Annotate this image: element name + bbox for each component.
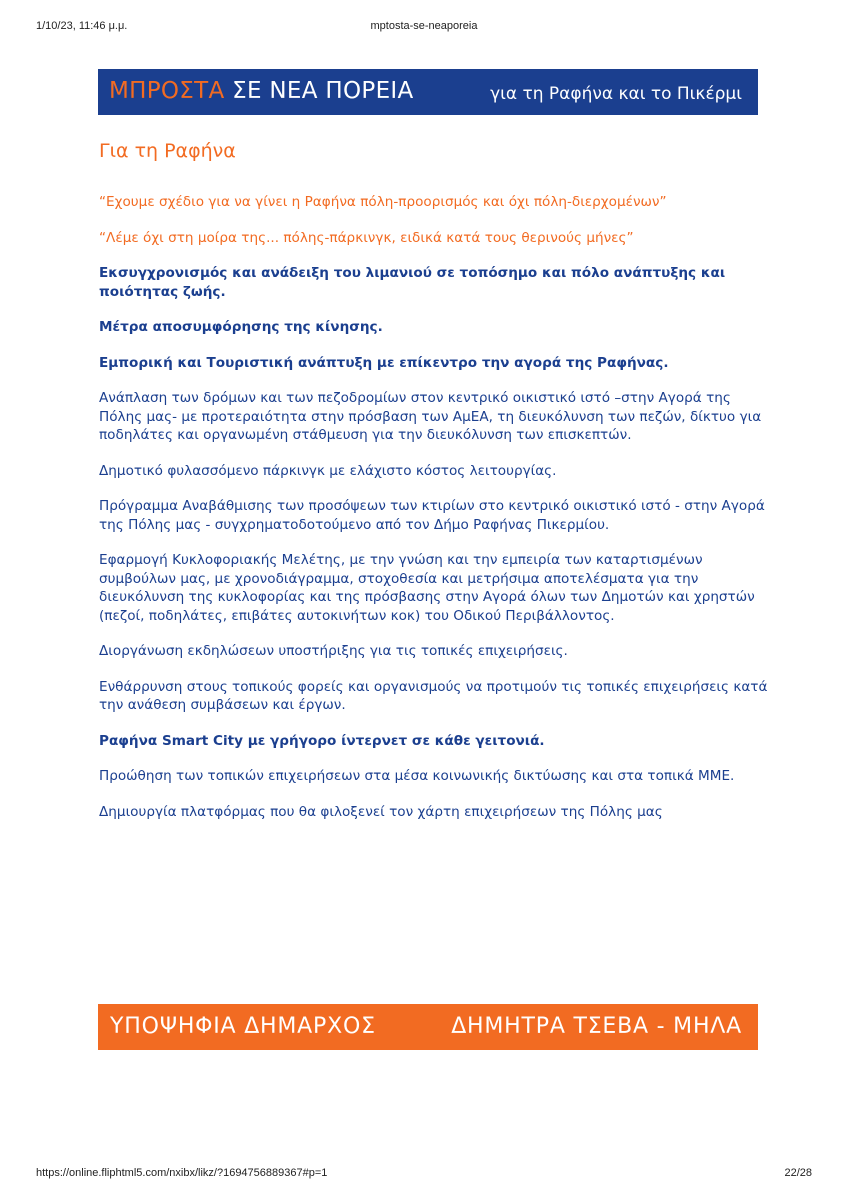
candidate-name: ΔΗΜΗΤΡΑ ΤΣΕΒΑ - ΜΗΛΑ (451, 1014, 742, 1039)
paragraph-port-modernization: Εκσυγχρονισμός και ανάδειξη του λιμανιού σε τοπόσημο και πόλο ανάπτυξης και ποιότητας ζωής. (99, 265, 726, 300)
paragraph-smart-city: Ραφήνα Smart City με γρήγορο ίντερνετ σε κάθε γειτονιά. (99, 732, 545, 749)
campaign-slogan (109, 78, 414, 104)
paragraph-municipal-parking: Δημοτικό φυλασσόμενο πάρκινγκ με ελάχιστο κόστος λειτουργίας. (99, 462, 557, 479)
paragraph-facade-upgrade: Πρόγραμμα Αναβάθμισης των προσόψεων των κτιρίων στο κεντρικό οικιστικό ιστό - στην Αγορά της Πόλης μας - συγχρηματοδοτούμενο από τον Δήμο Ραφήνας Πικερμίου. (99, 498, 765, 533)
paragraph-quote-2: “Λέμε όχι στη μοίρα της... πόλης-πάρκινγκ, ειδικά κατά τους θερινούς μήνες” (99, 229, 634, 246)
paragraph-local-procurement: Ενθάρρυνση στους τοπικούς φορείς και οργανισμούς να προτιμούν τις τοπικές επιχειρήσεις κατά την ανάθεση συμβάσεων και έργων. (99, 678, 768, 713)
paragraph-quote-1: “Εχουμε σχέδιο για να γίνει η Ραφήνα πόλη-προορισμός και όχι πόλη-διερχομένων” (99, 194, 667, 210)
print-footer (0, 1167, 848, 1181)
paragraph-street-renovation: Ανάπλαση των δρόμων και των πεζοδρομίων στον κεντρικό οικιστικό ιστό –στην Αγορά της Πόλης μας- με προτεραιότητα στην πρόσβαση των ΑμΕΑ, τη διευκόλυνση των πεζών, δίκτυο για ποδηλάτες και οργανωμένη στάθμευση για την διευκόλυνση των επισκεπτών. (99, 390, 762, 443)
program-content (99, 193, 769, 838)
candidate-role: ΥΠΟΨΗΦΙΑ ΔΗΜΑΡΧΟΣ (110, 1014, 376, 1039)
paragraph-commercial-development: Εμπορική και Τουριστική ανάπτυξη με επίκεντρο την αγορά της Ραφήνας. (99, 354, 669, 371)
paragraph-traffic-relief: Μέτρα αποσυμφόρησης της κίνησης. (99, 319, 383, 335)
print-page-title: mptosta-se-neaporeia (370, 20, 478, 32)
print-header (0, 20, 848, 34)
bottom-banner (98, 1004, 758, 1050)
slogan-rest: ΣΕ ΝΕΑ ΠΟΡΕΙΑ (224, 78, 414, 104)
print-datetime: 1/10/23, 11:46 μ.μ. (36, 20, 128, 32)
paragraph-support-events: Διοργάνωση εκδηλώσεων υποστήριξης για τις τοπικές επιχειρήσεις. (99, 643, 568, 659)
section-title: Για τη Ραφήνα (99, 140, 236, 162)
top-banner (98, 69, 758, 115)
paragraph-traffic-study: Εφαρμογή Κυκλοφοριακής Μελέτης, με την γνώση και την εμπειρία των καταρτισμένων συμβούλων μας, με χρονοδιάγραμμα, στοχοθεσία και μετρήσιμα αποτελέσματα για την διευκόλυνση της κυκλοφορίας και της πρόσβασης στην Αγορά όλων των Δημοτών και χρηστών (πεζοί, ποδηλάτες, επιβάτες αυτοκινήτων κοκ) του Οδικού Περιβάλλοντος. (99, 552, 755, 624)
campaign-tagline: για τη Ραφήνα και το Πικέρμι (490, 84, 742, 104)
print-page-number: 22/28 (784, 1167, 812, 1179)
paragraph-media-promotion: Προώθηση των τοπικών επιχειρήσεων στα μέσα κοινωνικής δικτύωσης και στα τοπικά ΜΜΕ. (99, 768, 735, 784)
slogan-accent: ΜΠΡΟΣΤΑ (109, 78, 225, 104)
paragraph-business-map-platform: Δημιουργία πλατφόρμας που θα φιλοξενεί τον χάρτη επιχειρήσεων της Πόλης μας (99, 803, 663, 820)
print-url: https://online.fliphtml5.com/nxibx/likz/?1694756889367#p=1 (36, 1167, 328, 1179)
